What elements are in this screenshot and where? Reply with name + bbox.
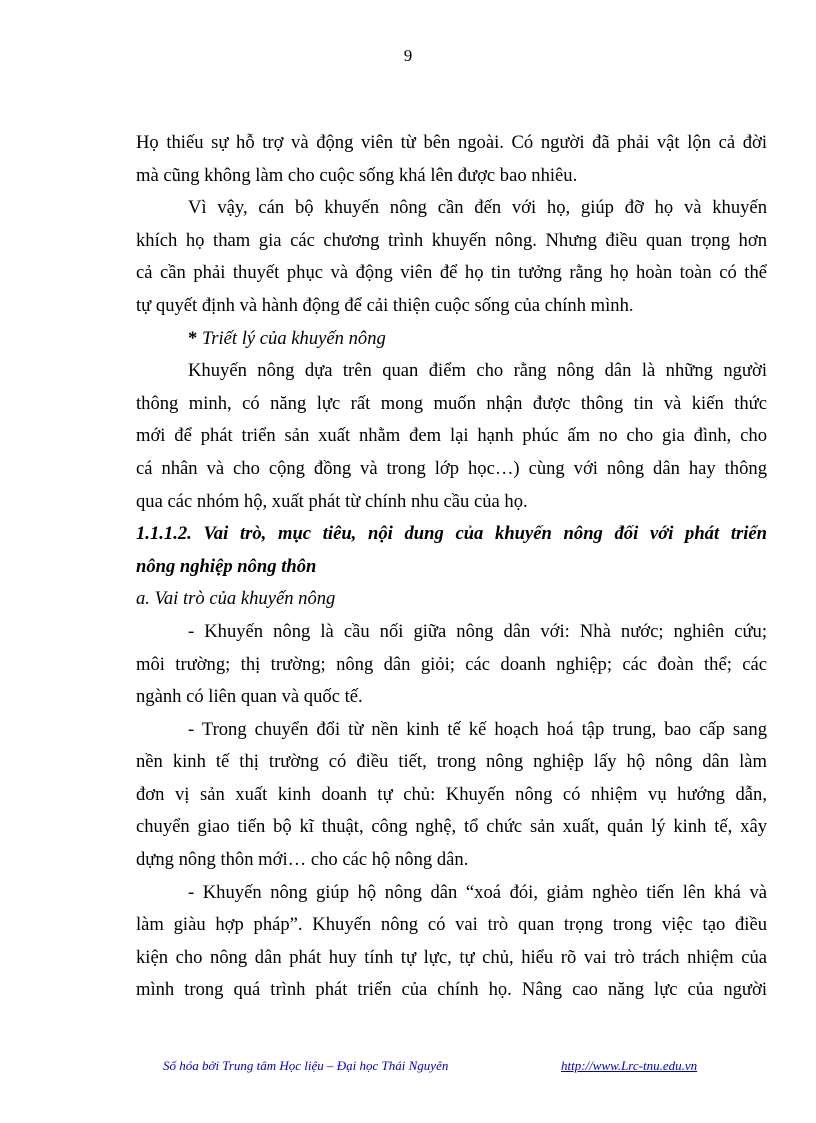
text-line: kiện cho nông dân phát huy tính tự lực, tự chủ, hiểu rõ vai trò trách nhiệm của [136, 946, 767, 968]
section-heading: nông nghiệp nông thôn [136, 555, 317, 577]
text-line: - Khuyến nông là cầu nối giữa nông dân với: Nhà nước; nghiên cứu; [188, 620, 767, 642]
text-line: dựng nông thôn mới… cho các hộ nông dân. [136, 849, 469, 871]
page-number: 9 [403, 46, 413, 65]
text-line: thông minh, có năng lực rất mong muốn nhận được thông tin và kiến thức [136, 392, 767, 414]
text-line: ngành có liên quan và quốc tế. [136, 686, 363, 708]
text-line: mới để phát triển sản xuất nhằm đem lại hạnh phúc ấm no cho gia đình, cho [136, 425, 767, 447]
text-line: cá nhân và cho cộng đồng và trong lớp học…) cùng với nông dân hay thông [136, 457, 767, 479]
text-line: đơn vị sản xuất kinh doanh tự chủ: Khuyến nông có nhiệm vụ hướng dẫn, [136, 783, 767, 805]
text-line: Họ thiếu sự hỗ trợ và động viên từ bên ngoài. Có người đã phải vật lộn cả đời [136, 132, 767, 153]
text-line: nền kinh tế thị trường có điều tiết, trong nông nghiệp lấy hộ nông dân làm [136, 751, 767, 773]
text-line: mà cũng không làm cho cuộc sống khá lên được bao nhiêu. [136, 164, 578, 186]
text-line: chuyển giao tiến bộ kĩ thuật, công nghệ, tổ chức sản xuất, quản lý kinh tế, xây [136, 816, 767, 838]
text-line: cả cần phải thuyết phục và động viên để họ tin tưởng rằng họ hoàn toàn có thể [136, 262, 767, 284]
text-line: Vì vậy, cán bộ khuyến nông cần đến với họ, giúp đỡ họ và khuyến [188, 197, 767, 219]
text-line: - Khuyến nông giúp hộ nông dân “xoá đói, giảm nghèo tiến lên khá và [188, 881, 767, 903]
text-line: - Trong chuyển đổi từ nền kinh tế kế hoạch hoá tập trung, bao cấp sang [188, 718, 767, 740]
text-line: khích họ tham gia các chương trình khuyến nông. Nhưng điều quan trọng hơn [136, 229, 767, 251]
text-line: Khuyến nông dựa trên quan điểm cho rằng nông dân là những người [188, 360, 767, 382]
text-line: môi trường; thị trường; nông dân giỏi; các doanh nghiệp; các đoàn thể; các [136, 653, 767, 675]
text-line: qua các nhóm hộ, xuất phát từ chính nhu cầu của họ. [136, 490, 528, 512]
philosophy-heading-text: Triết lý của khuyến nông [201, 327, 386, 349]
section-heading: 1.1.1.2. Vai trò, mục tiêu, nội dung của khuyến nông đối với phát triển [136, 523, 767, 545]
heading-star: * [188, 327, 198, 349]
text-line: làm giàu hợp pháp”. Khuyến nông có vai trò quan trọng trong việc tạo điều [136, 914, 767, 936]
text-line: tự quyết định và hành động để cải thiện cuộc sống của chính mình. [136, 294, 634, 316]
text-line: mình trong quá trình phát triển của chính họ. Nâng cao năng lực của người [136, 979, 767, 1001]
document-body [136, 127, 767, 1007]
footer-credit: Số hóa bởi Trung tâm Học liệu – Đại học Thái Nguyên [163, 1058, 449, 1073]
footer-link[interactable]: http://www.Lrc-tnu.edu.vn [561, 1058, 698, 1073]
subsection-heading: a. Vai trò của khuyến nông [136, 588, 336, 610]
page-footer [0, 1058, 816, 1078]
philosophy-heading [136, 323, 767, 356]
